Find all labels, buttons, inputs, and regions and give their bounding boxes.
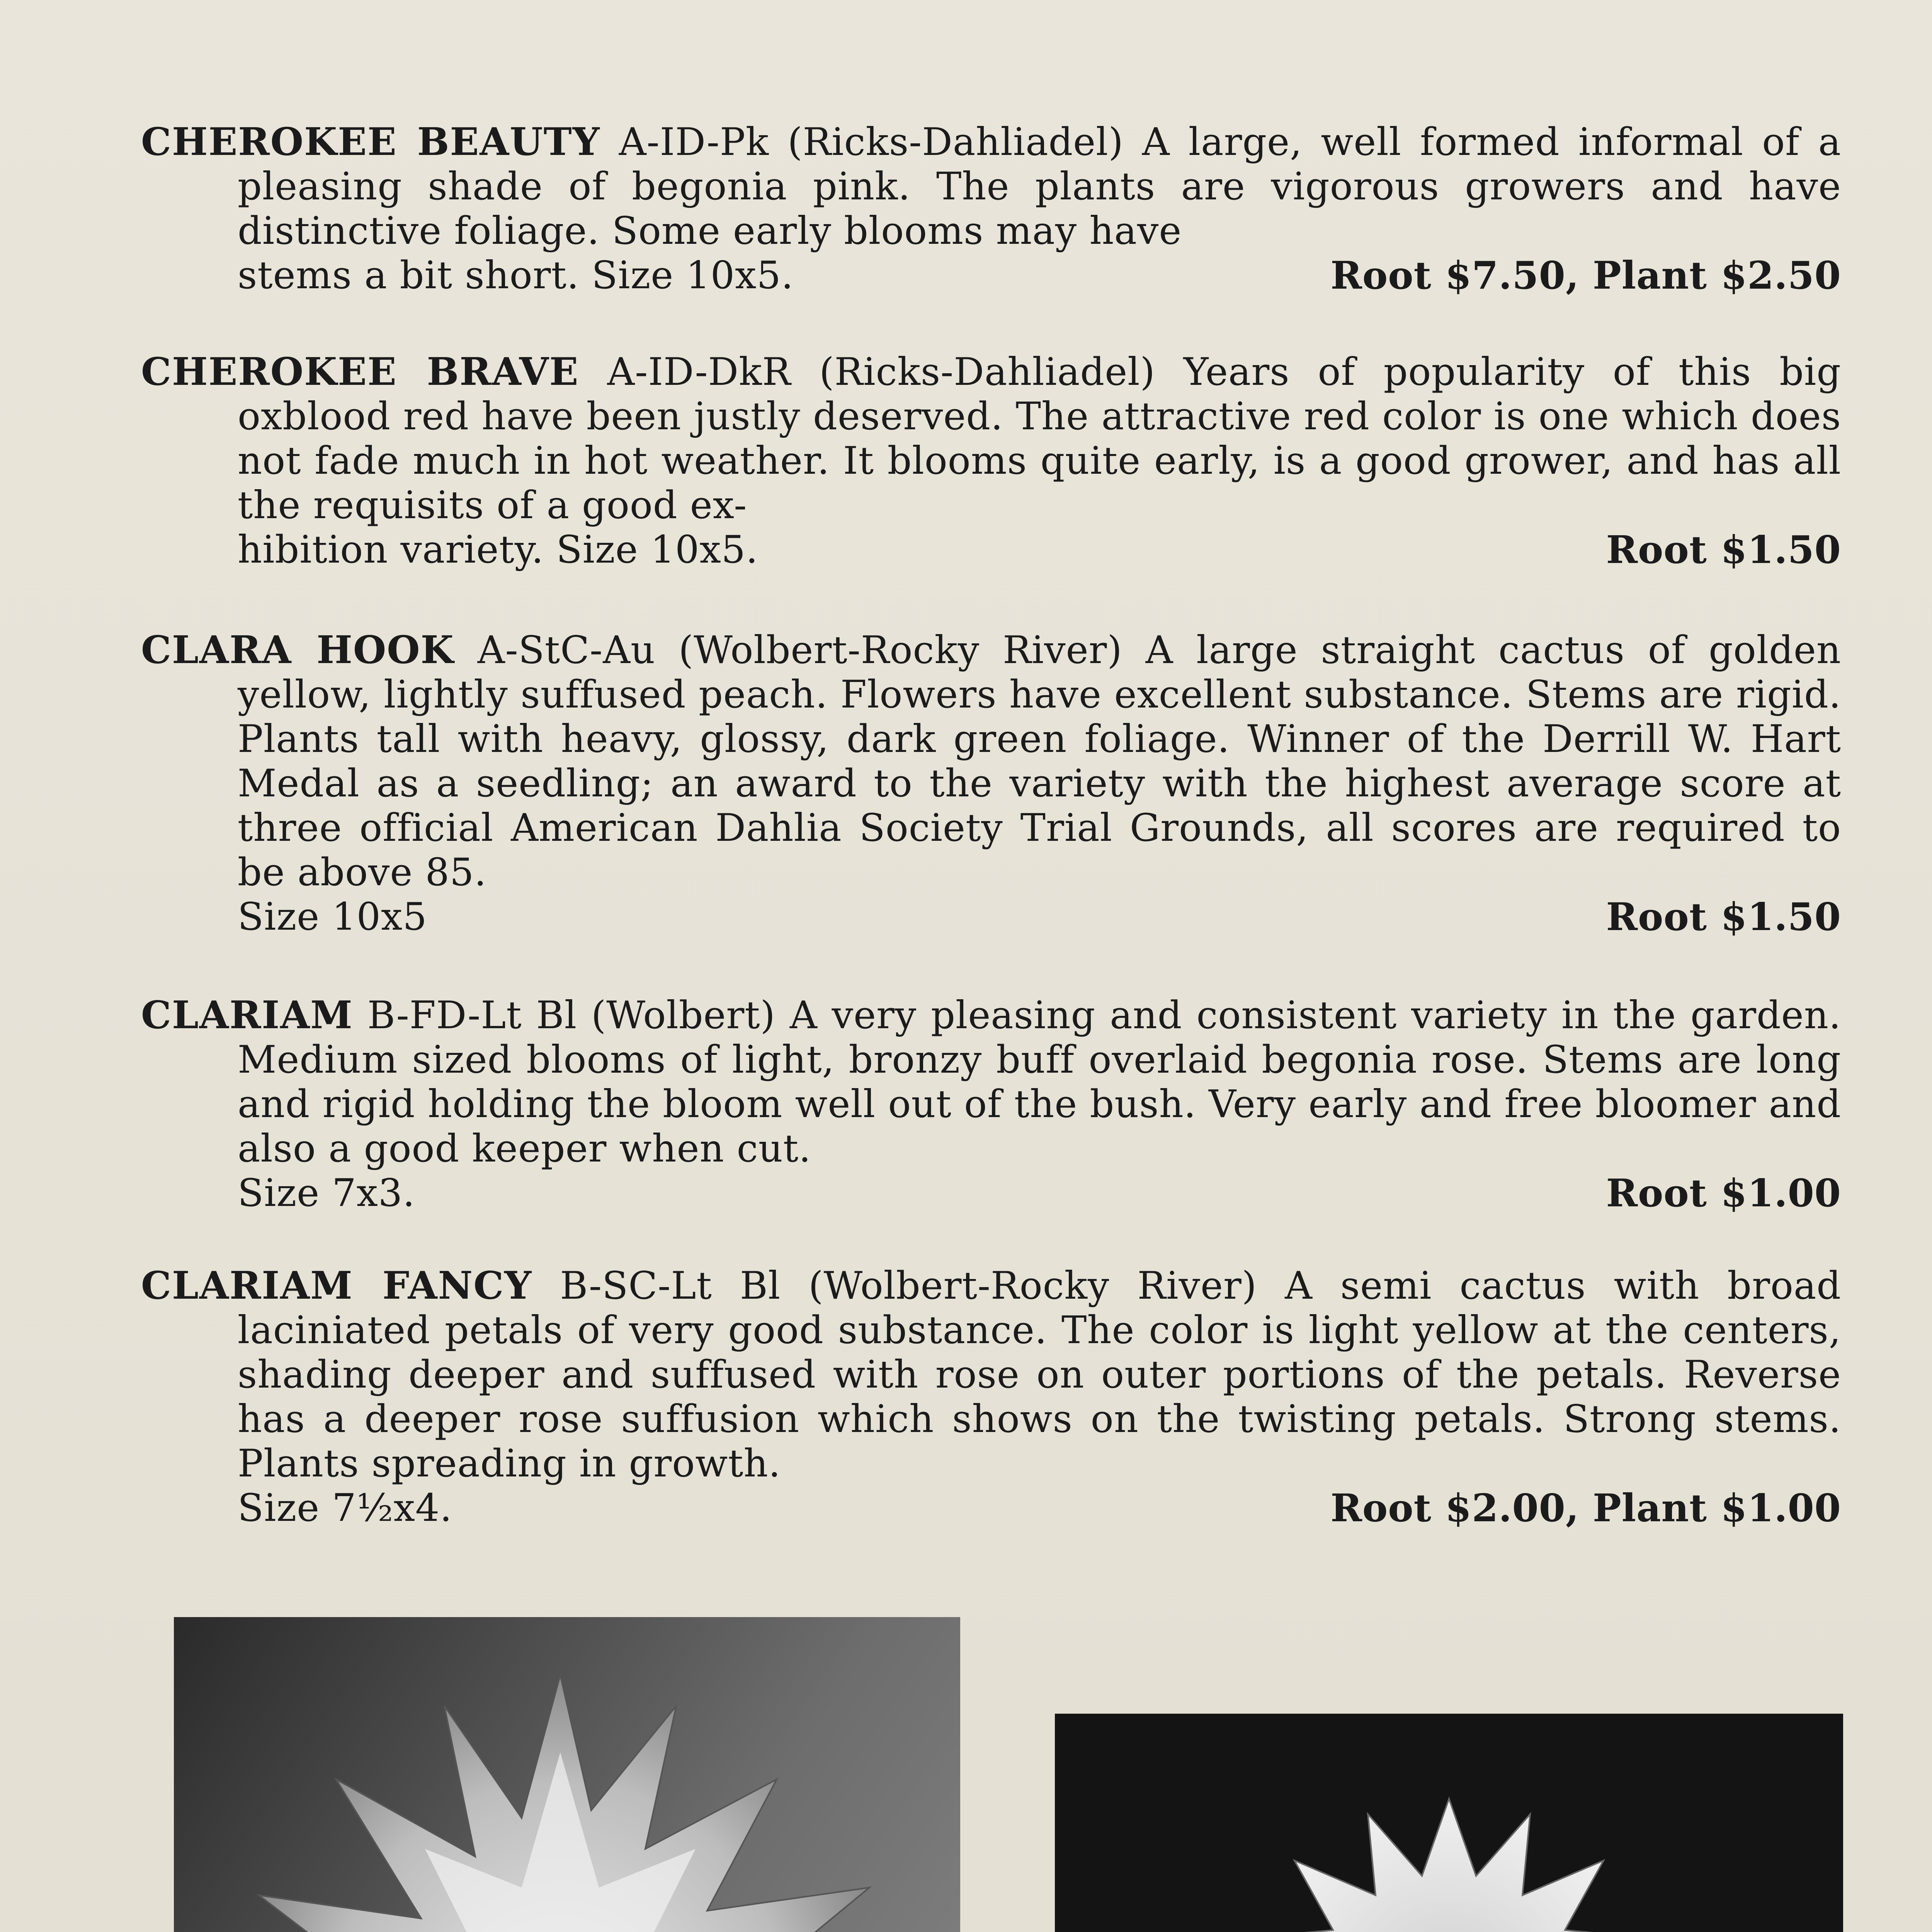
- price-line: [141, 1486, 1841, 1531]
- entry-text: [141, 120, 1841, 253]
- photo-clariam-fancy: [174, 1617, 960, 1932]
- variety-name: CHEROKEE BEAUTY: [141, 120, 600, 164]
- variety-description: A-StC-Au (Wolbert-Rocky River) A large straight cactus of golden yellow, lightly suffused peach. Flowers have excellent substance. Stems are rigid. Plants tall with heavy, glossy, dark green foliage. Winner of the Derrill W. Hart Medal as a seedling; an award to the variety with the highest average score at three official American Dahlia Society Trial Grounds, all scores are required to be above 85.: [238, 628, 1841, 895]
- variety-description: A-ID-DkR (Ricks-Dahliadel) Years of popularity of this big oxblood red have been justly deserved. The attractive red color is one which does not fade much in hot weather. It blooms quite early, is a good grower, and has all the requisits of a good ex-: [238, 350, 1841, 527]
- price-line: [141, 895, 1841, 939]
- entry-clara-hook: [141, 628, 1841, 939]
- price-line: [141, 528, 1841, 572]
- variety-size: Size 7x3.: [238, 1171, 415, 1215]
- variety-description: B-SC-Lt Bl (Wolbert-Rocky River) A semi cactus with broad laciniated petals of very good substance. The color is light yellow at the centers, shading deeper and suffused with rose on outer portions of the petals. Reverse has a deeper rose suffusion which shows on the twisting petals. Strong stems. Plants spreading in growth.: [238, 1264, 1842, 1486]
- dahlia-photo-image: [174, 1617, 960, 1932]
- variety-size: hibition variety. Size 10x5.: [238, 528, 759, 572]
- variety-price: Root $7.50, Plant $2.50: [1330, 253, 1841, 298]
- entry-text: [141, 628, 1841, 895]
- entry-cherokee-brave: [141, 350, 1841, 572]
- entry-cherokee-beauty: [141, 120, 1841, 298]
- variety-price: Root $1.50: [1606, 528, 1841, 572]
- variety-name: CLARIAM: [141, 993, 353, 1037]
- variety-price: Root $1.50: [1606, 895, 1841, 939]
- entry-text: [141, 993, 1841, 1171]
- variety-size: stems a bit short. Size 10x5.: [238, 253, 794, 298]
- variety-size: Size 10x5: [238, 895, 427, 939]
- price-line: [141, 1171, 1841, 1216]
- variety-description: A-ID-Pk (Ricks-Dahliadel) A large, well formed informal of a pleasing shade of begonia pink. The plants are vigorous growers and have distinctive foliage. Some early blooms may have: [238, 120, 1842, 253]
- entry-clariam: [141, 993, 1841, 1216]
- entry-clariam-fancy: [141, 1264, 1841, 1531]
- variety-name: CLARIAM FANCY: [141, 1264, 532, 1308]
- photo-clariam-forever: [1055, 1714, 1843, 1932]
- entry-text: [141, 1264, 1841, 1486]
- variety-name: CHEROKEE BRAVE: [141, 350, 579, 394]
- dahlia-photo-image: [1055, 1714, 1843, 1932]
- variety-name: CLARA HOOK: [141, 628, 454, 672]
- entry-text: [141, 350, 1841, 528]
- variety-price: Root $2.00, Plant $1.00: [1330, 1486, 1841, 1531]
- price-line: [141, 253, 1841, 298]
- variety-size: Size 7½x4.: [238, 1486, 452, 1530]
- variety-description: B-FD-Lt Bl (Wolbert) A very pleasing and consistent variety in the garden. Medium sized blooms of light, bronzy buff overlaid begonia rose. Stems are long and rigid holding the bloom well out of the bush. Very early and free bloomer and also a good keeper when cut.: [238, 993, 1841, 1171]
- variety-price: Root $1.00: [1606, 1171, 1841, 1216]
